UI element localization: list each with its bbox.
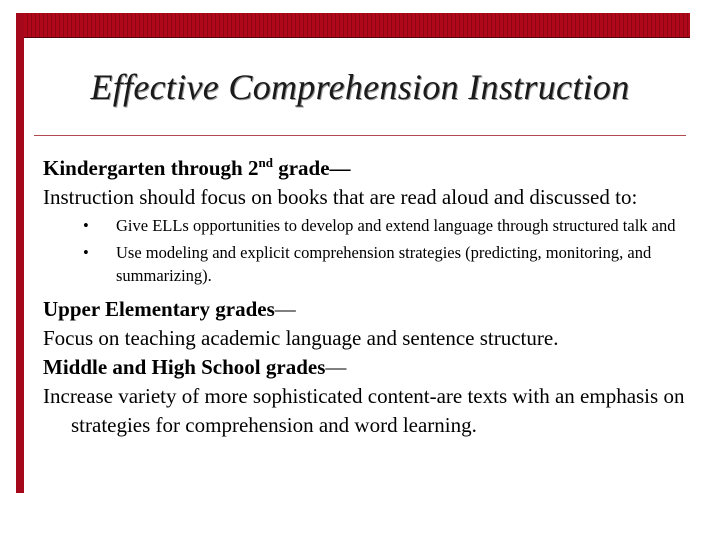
upper-heading: Upper Elementary grades— <box>43 297 296 321</box>
slide-body <box>43 148 693 440</box>
k2-heading: Kindergarten through 2nd grade— <box>43 155 351 180</box>
k2-bullet-list <box>43 214 693 287</box>
bullet-icon: • <box>83 243 89 262</box>
k2-text: Instruction should focus on books that are read aloud and discussed to: <box>43 185 638 209</box>
slide-title: Effective Comprehension Instruction <box>90 67 630 107</box>
upper-text: Focus on teaching academic language and sentence structure. <box>43 326 559 350</box>
list-item: • Use modeling and explicit comprehension strategies (predicting, monitoring, and summarizing). <box>83 243 652 285</box>
top-decorative-bar <box>16 13 690 38</box>
title-divider <box>34 135 686 136</box>
middle-text: Increase variety of more sophisticated content-are texts with an emphasis on strategies for comprehension and word learning. <box>43 384 685 437</box>
middle-heading: Middle and High School grades— <box>43 355 347 379</box>
bullet-icon: • <box>83 216 89 235</box>
list-item: • Give ELLs opportunities to develop and extend language through structured talk and <box>83 216 676 235</box>
